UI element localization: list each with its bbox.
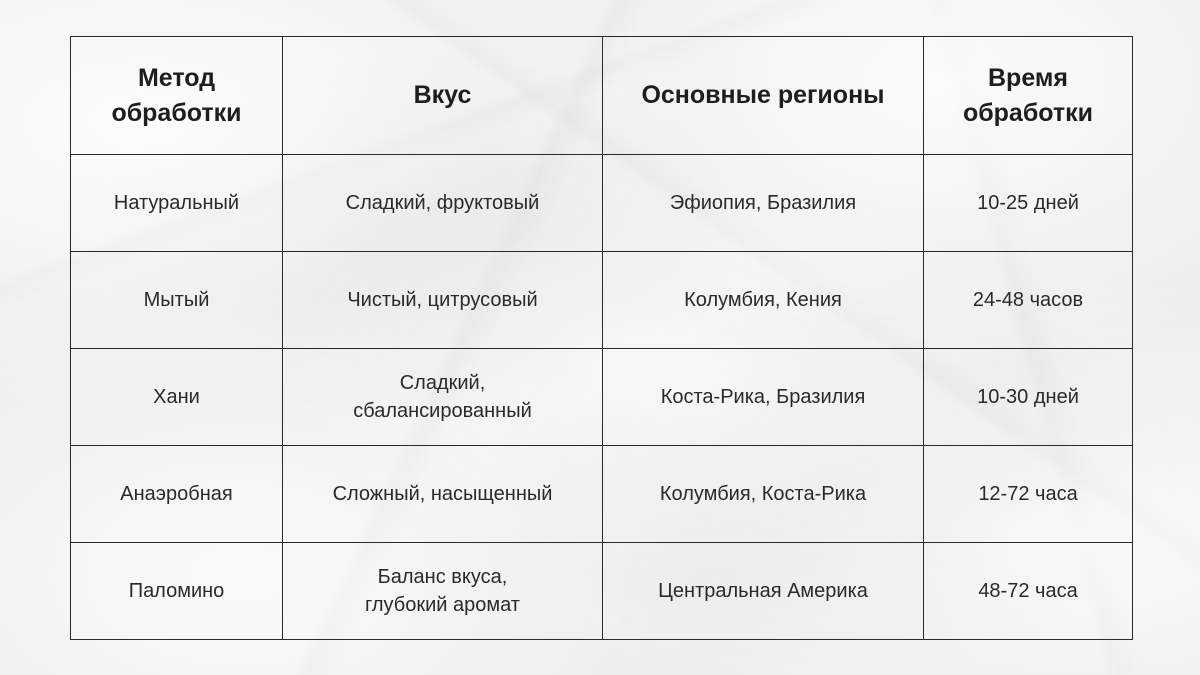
- cell-regions: Эфиопия, Бразилия: [603, 155, 924, 252]
- table-header-row: [71, 37, 1133, 155]
- table-row: [71, 446, 1133, 543]
- header-regions: Основные регионы: [603, 37, 924, 155]
- cell-time: 48-72 часа: [924, 543, 1133, 640]
- cell-method: Паломино: [71, 543, 283, 640]
- cell-time: 24-48 часов: [924, 252, 1133, 349]
- processing-methods-table: [70, 36, 1133, 640]
- cell-taste: Сладкий, фруктовый: [283, 155, 603, 252]
- cell-method: Хани: [71, 349, 283, 446]
- cell-regions: Колумбия, Кения: [603, 252, 924, 349]
- cell-regions: Коста-Рика, Бразилия: [603, 349, 924, 446]
- cell-method: Мытый: [71, 252, 283, 349]
- cell-taste: Чистый, цитрусовый: [283, 252, 603, 349]
- table-row: [71, 349, 1133, 446]
- header-time: Время обработки: [924, 37, 1133, 155]
- header-method: Метод обработки: [71, 37, 283, 155]
- table-row: [71, 155, 1133, 252]
- header-taste: Вкус: [283, 37, 603, 155]
- cell-time: 10-25 дней: [924, 155, 1133, 252]
- cell-time: 12-72 часа: [924, 446, 1133, 543]
- cell-taste: Сладкий, сбалансированный: [283, 349, 603, 446]
- cell-regions: Колумбия, Коста-Рика: [603, 446, 924, 543]
- cell-taste: Сложный, насыщенный: [283, 446, 603, 543]
- cell-time: 10-30 дней: [924, 349, 1133, 446]
- cell-regions: Центральная Америка: [603, 543, 924, 640]
- cell-method: Натуральный: [71, 155, 283, 252]
- cell-taste: Баланс вкуса, глубокий аромат: [283, 543, 603, 640]
- table-row: [71, 543, 1133, 640]
- cell-method: Анаэробная: [71, 446, 283, 543]
- table-row: [71, 252, 1133, 349]
